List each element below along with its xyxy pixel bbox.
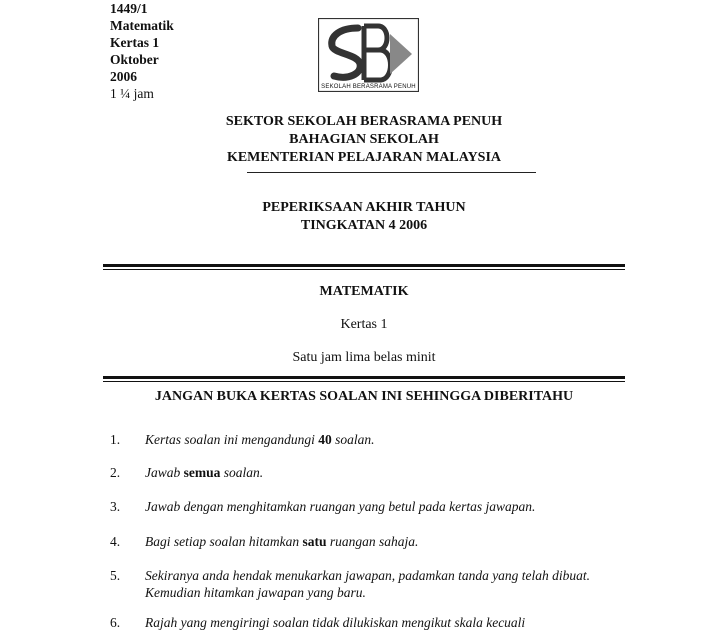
instruction-fragment: soalan. [331, 432, 375, 447]
paper-duration: 1 ¼ jam [110, 86, 154, 101]
instruction-text [145, 614, 595, 631]
cover-subject: MATEMATIK [319, 284, 409, 299]
exam-line-1: PEPERIKSAAN AKHIR TAHUN [262, 200, 466, 215]
instruction-fragment: Bagi setiap soalan hitamkan [145, 534, 303, 549]
sbp-logo [318, 18, 419, 92]
instruction-fragment: ruangan sahaja. [326, 534, 419, 549]
cover-paper: Kertas 1 [340, 317, 388, 332]
instruction-fragment: Rajah yang mengiringi soalan tidak dilukiskan mengikut skala kecuali [145, 615, 526, 630]
org-line-2: BAHAGIAN SEKOLAH [289, 132, 439, 147]
instruction-text [145, 431, 595, 448]
instruction-fragment: Jawab dengan menghitamkan ruangan yang betul pada kertas jawapan. [145, 499, 536, 514]
instruction-text [145, 567, 595, 601]
bottom-rule [103, 376, 625, 379]
paper-month: Oktober [110, 52, 159, 67]
instruction-number: 3. [110, 499, 121, 514]
instruction-fragment: soalan. [220, 465, 264, 480]
paper-info-block [110, 0, 174, 102]
instruction-text [145, 533, 595, 550]
instruction-number: 6. [110, 615, 121, 630]
paper-code: 1449/1 [110, 1, 148, 16]
instruction-number: 2. [110, 465, 121, 480]
paper-number: Kertas 1 [110, 35, 160, 50]
instruction-fragment: Sekiranya anda hendak menukarkan jawapan, padamkan tanda yang telah dibuat. Kemudian hitamkan jawapan yang baru. [145, 568, 591, 600]
logo-caption: SEKOLAH BERASRAMA PENUH [321, 84, 416, 90]
paper-year: 2006 [110, 69, 137, 84]
instruction-emphasis: 40 [318, 432, 332, 447]
instruction-fragment: Kertas soalan ini mengandungi [145, 432, 319, 447]
paper-subject: Matematik [110, 18, 174, 33]
organisation-heading [0, 113, 728, 167]
instruction-emphasis: semua [183, 465, 221, 480]
sbp-logo-icon [318, 18, 419, 92]
org-line-3: KEMENTERIAN PELAJARAN MALAYSIA [226, 150, 502, 165]
exam-title [0, 199, 728, 235]
top-rule [103, 264, 625, 267]
instruction-text [145, 464, 595, 481]
org-line-1: SEKTOR SEKOLAH BERASRAMA PENUH [225, 114, 503, 129]
instruction-emphasis: satu [302, 534, 327, 549]
instruction-number: 1. [110, 432, 121, 447]
instruction-text [145, 498, 595, 515]
bottom-rule-thin [103, 381, 625, 382]
heading-divider [247, 172, 536, 173]
instruction-fragment: Jawab [145, 465, 184, 480]
warning-notice: JANGAN BUKA KERTAS SOALAN INI SEHINGGA DIBERITAHU [154, 389, 574, 404]
cover-duration: Satu jam lima belas minit [292, 350, 436, 365]
exam-line-2: TINGKATAN 4 2006 [300, 218, 428, 233]
top-rule-thin [103, 269, 625, 270]
instruction-number: 5. [110, 568, 121, 583]
instruction-number: 4. [110, 534, 121, 549]
